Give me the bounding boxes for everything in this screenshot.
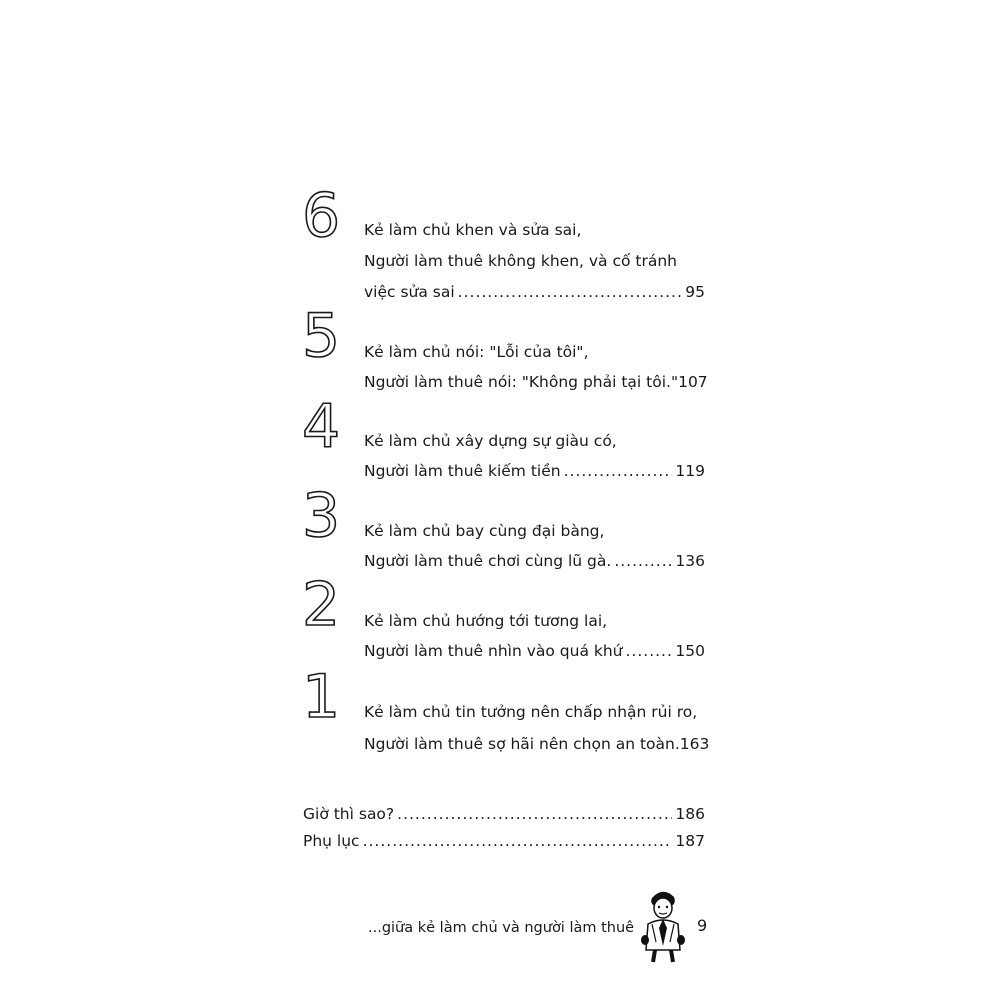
toc-entry-link[interactable] xyxy=(364,641,705,661)
toc-extra-title: Giờ thì sao? xyxy=(303,805,395,823)
toc-entry-text: Người làm thuê nhìn vào quá khứ xyxy=(364,642,623,660)
toc-entry-link[interactable] xyxy=(364,372,708,392)
toc-entry-text: Người làm thuê kiếm tiền xyxy=(364,462,561,480)
chapter-number: 6 xyxy=(302,181,341,251)
chapter-number: 5 xyxy=(302,301,341,371)
toc-entry-text: Người làm thuê nói: "Không phải tại tôi." xyxy=(364,373,679,391)
page-number-footer: 9 xyxy=(697,916,708,935)
page-number: 150 xyxy=(675,642,705,660)
toc-entry-text: Người làm thuê không khen, và cố tránh xyxy=(364,252,678,270)
toc-entry-line xyxy=(364,521,705,541)
toc-extra-entry[interactable] xyxy=(303,831,705,851)
toc-entry-text: Người làm thuê chơi cùng lũ gà. xyxy=(364,552,612,570)
toc-entry-line xyxy=(364,251,705,271)
dot-leader xyxy=(397,804,672,824)
chapter-number: 3 xyxy=(302,481,341,551)
businessman-illustration-icon xyxy=(638,888,688,964)
toc-entry-text: Kẻ làm chủ hướng tới tương lai, xyxy=(364,612,608,630)
page-number: 95 xyxy=(685,283,705,301)
toc-entry-link[interactable] xyxy=(364,734,710,754)
toc-entry-link[interactable] xyxy=(364,282,705,302)
toc-entry-line xyxy=(364,702,705,722)
toc-entry-link[interactable] xyxy=(364,461,705,481)
toc-entry-text: Kẻ làm chủ tin tưởng nên chấp nhận rủi ro, xyxy=(364,703,698,721)
running-footer-title: ...giữa kẻ làm chủ và người làm thuê xyxy=(368,920,635,936)
toc-entry-line xyxy=(364,220,705,240)
toc-entry-line xyxy=(364,431,705,451)
dot-leader xyxy=(626,641,673,661)
toc-entry-text: Kẻ làm chủ bay cùng đại bàng, xyxy=(364,522,605,540)
toc-entry-text: Kẻ làm chủ nói: "Lỗi của tôi", xyxy=(364,343,589,361)
toc-entry-text: Người làm thuê sợ hãi nên chọn an toàn. xyxy=(364,735,680,753)
toc-extra-title: Phụ lục xyxy=(303,832,360,850)
toc-entry-line xyxy=(364,611,705,631)
page-number: 136 xyxy=(675,552,705,570)
toc-extra-entry[interactable] xyxy=(303,804,705,824)
dot-leader xyxy=(458,282,683,302)
page-number: 187 xyxy=(675,832,705,850)
page-number: 186 xyxy=(675,805,705,823)
toc-entry-text: Kẻ làm chủ khen và sửa sai, xyxy=(364,221,582,239)
toc-entry-link[interactable] xyxy=(364,551,705,571)
dot-leader xyxy=(363,831,673,851)
dot-leader xyxy=(564,461,673,481)
chapter-number: 1 xyxy=(302,662,341,732)
toc-entry-text: việc sửa sai xyxy=(364,283,455,301)
page-number: 163 xyxy=(679,735,710,753)
page-number: 119 xyxy=(675,462,705,480)
toc-entry-line xyxy=(364,342,705,362)
page-number: 107 xyxy=(678,373,708,391)
chapter-number: 4 xyxy=(302,392,341,462)
toc-entry-text: Kẻ làm chủ xây dựng sự giàu có, xyxy=(364,432,617,450)
dot-leader xyxy=(614,551,672,571)
chapter-number: 2 xyxy=(302,570,341,640)
